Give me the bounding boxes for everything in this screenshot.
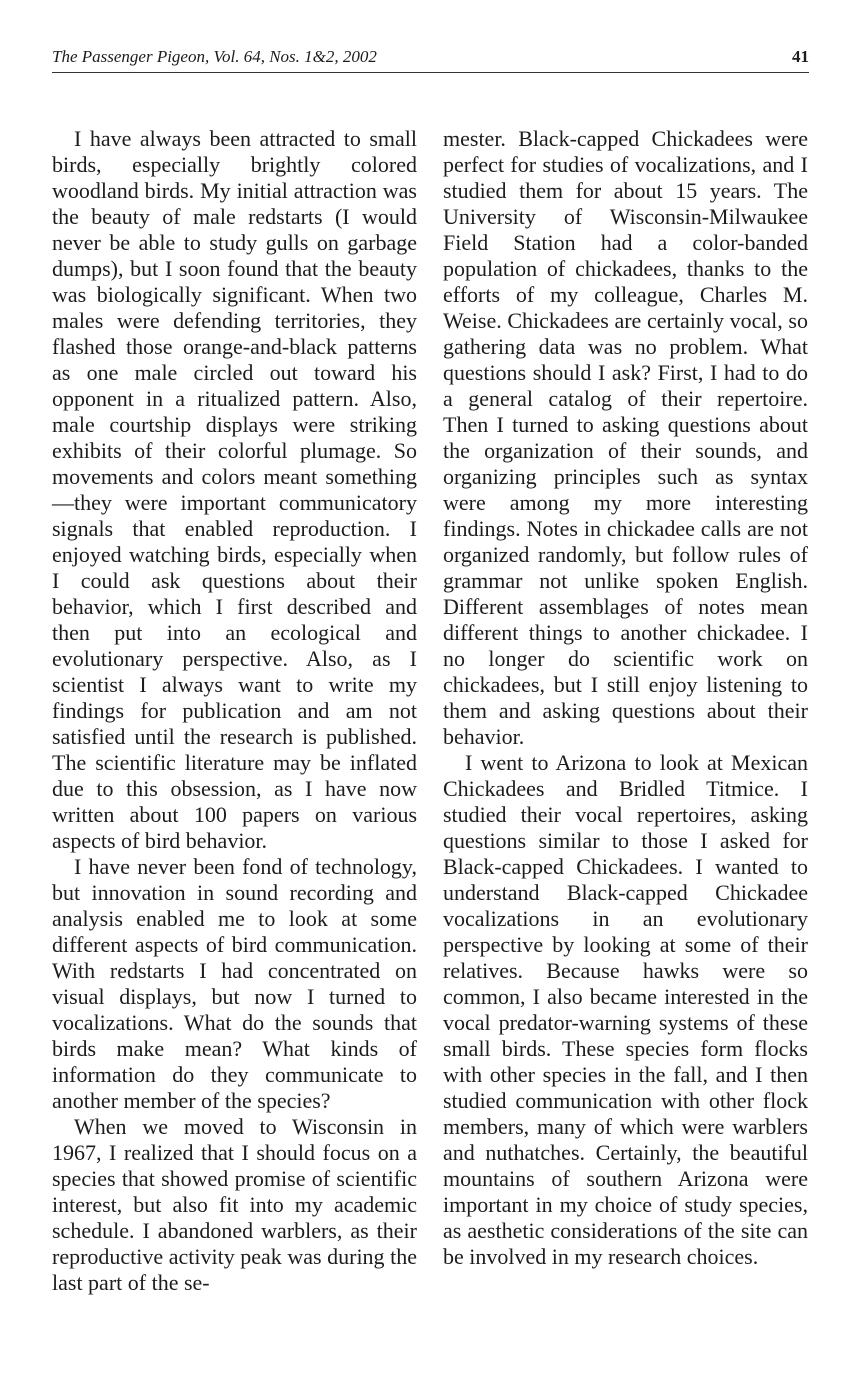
- page-number: 41: [792, 47, 809, 66]
- paragraph: When we moved to Wisconsin in 1967, I realized that I should focus on a species that showed promise of scientific interest, but also fit into my academic schedule. I abandoned warblers, as their reproductive activity peak was during the last part of the se-: [52, 1114, 417, 1295]
- right-column: [443, 126, 808, 1270]
- paragraph: I went to Arizona to look at Mexican Chickadees and Bridled Titmice. I studied their vocal repertoires, asking questions similar to those I asked for Black-capped Chickadees. I wanted to understand Black-capped Chickadee vocalizations in an evolutionary perspective by looking at some of their relatives. Because hawks were so common, I also became interested in the vocal predator-warning systems of these small birds. These species form flocks with other species in the fall, and I then studied communication with other flock members, many of which were warblers and nuthatches. Certainly, the beautiful mountains of southern Arizona were important in my choice of study species, as aesthetic considerations of the site can be involved in my research choices.: [443, 750, 808, 1269]
- left-column: [52, 126, 417, 1296]
- paragraph-continuation: mester. Black-capped Chickadees were perfect for studies of vocalizations, and I studied them for about 15 years. The University of Wisconsin-Milwaukee Field Station had a color-banded population of chickadees, thanks to the efforts of my colleague, Charles M. Weise. Chickadees are certainly vocal, so gathering data was no problem. What questions should I ask? First, I had to do a general catalog of their repertoire. Then I turned to asking questions about the organization of their sounds, and organizing principles such as syntax were among my more interesting findings. Notes in chickadee calls are not organized randomly, but follow rules of grammar not unlike spoken English. Different assemblages of notes mean different things to another chickadee. I no longer do scientific work on chickadees, but I still enjoy listening to them and asking questions about their behavior.: [443, 126, 808, 749]
- paragraph: I have always been attracted to small birds, especially brightly colored woodland birds. My initial attraction was the beauty of male redstarts (I would never be able to study gulls on garbage dumps), but I soon found that the beauty was biologically significant. When two males were defending territories, they flashed those orange-and-black patterns as one male circled out toward his opponent in a ritualized pattern. Also, male courtship displays were striking exhibits of their colorful plumage. So movements and colors meant something—they were important communicatory signals that enabled reproduction. I enjoyed watching birds, especially when I could ask questions about their behavior, which I first described and then put into an ecological and evolutionary perspective. Also, as I scientist I always want to write my findings for publication and am not satisfied until the research is published. The scientific literature may be inflated due to this obsession, as I have now written about 100 papers on various aspects of bird behavior.: [52, 126, 417, 853]
- running-header: [52, 46, 809, 73]
- paragraph: I have never been fond of technology, but innovation in sound recording and analysis enabled me to look at some different aspects of bird communication. With redstarts I had concentrated on visual displays, but now I turned to vocalizations. What do the sounds that birds make mean? What kinds of information do they communicate to another member of the species?: [52, 854, 417, 1113]
- journal-citation: The Passenger Pigeon, Vol. 64, Nos. 1&2, 2002: [52, 47, 377, 66]
